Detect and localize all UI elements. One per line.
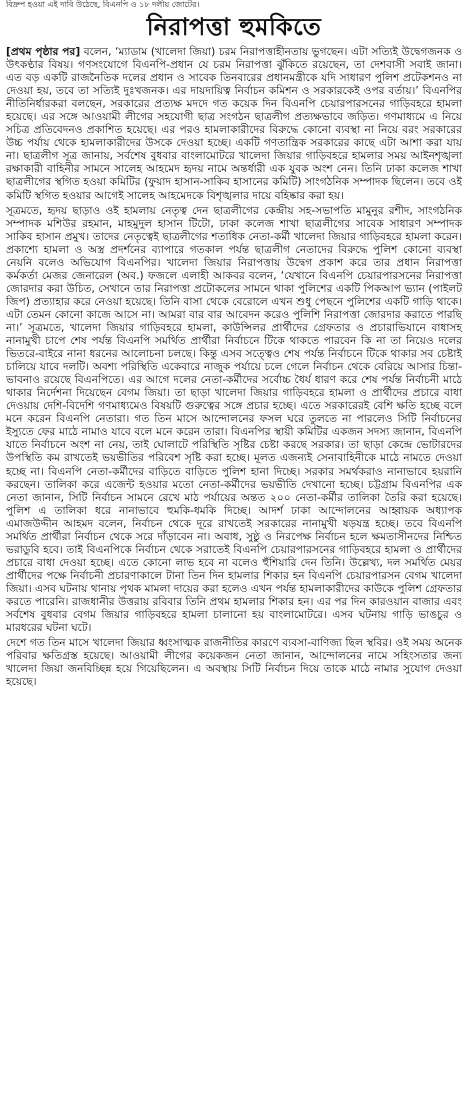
article-paragraph-3 <box>6 637 462 689</box>
article-paragraph-2 <box>6 205 462 636</box>
article-headline: নিরাপত্তা হুমকিতে <box>146 13 322 41</box>
article-paragraph-1 <box>6 46 462 203</box>
paragraph-text: সূত্রমতে, হৃদয় ছাড়াও ওই হামলায় নেতৃত্ব দেন ছাত্রলীগের কেন্দ্রীয় সহ-সভাপতি মামুনুর রশীদ, সাংগঠনিক সম্পাদক মশিউর রহমান, মাহমুদুল হাসান টিটো, ঢাকা কলেজ শাখা ছাত্রলীগের সাবেক সাধারণ সম্পাদক সাকিব হাসান প্রমুখ। তাদের নেতৃত্বেই ছাত্রলীগের শতাধিক নেতা-কর্মী খালেদা জিয়ার গাড়িবহরে হামলা করেন। প্রকাশ্যে হামলা ও অস্ত্র প্রদর্শনের ব্যাপারে গতকাল পর্যন্ত ছাত্রলীগ নেতাদের বিরুদ্ধে পুলিশ কোনো ব্যবস্থা নেয়নি বলেও অভিযোগ বিএনপির। খালেদা জিয়ার নিরাপত্তায় উদ্বেগ প্রকাশ করে তার প্রধান নিরাপত্তা কর্মকর্তা মেজর জেনারেল (অব.) ফজলে এলাহী আকবর বলেন, ‘যেখানে বিএনপি চেয়ারপারসনের নিরাপত্তা জোরদার করা উচিত, সেখানে তার নিরাপত্তা প্রটোকলের সামনে থাকা পুলিশের একটি পিকআপ ভ্যান (পাইলট জিপ) প্রত্যাহার করে নেওয়া হয়েছে। তিনি বাসা থেকে বেরোলে এখন শুধু পেছনে পুলিশের একটি গাড়ি থাকে। এটা তেমন কোনো কাজে আসে না। আমরা বার বার আবেদন করেও পুলিশি নিরাপত্তা জোরদার করাতে পারছি না।’ সূত্রমতে, খালেদা জিয়ার গাড়িবহরে হামলা, কাউন্সিলর প্রার্থীদের গ্রেফতার ও প্রচারাভিযানে বাধাসহ নানামুখী চাপে শেষ পর্যন্ত বিএনপি সমর্থিত প্রার্থীরা নির্বাচনে টিকে থাকতে পারবেন কি না তা নিয়েও দলের ভিতরে-বাইরে নানা ধরনের আলোচনা চলছে। কিন্তু এসব সত্ত্বেও শেষ পর্যন্ত নির্বাচনে টিকে থাকার সব চেষ্টাই চালিয়ে যাবে দলটি। অবশ্য পরিস্থিতি একেবারে নাজুক পর্যায়ে চলে গেলে নির্বাচন থেকে বেরিয়ে আসার চিন্তা-ভাবনাও রয়েছে বিএনপিতে। এর আগে দলের নেতা-কর্মীদের সর্বোচ্চ ধৈর্য ধারণ করে শেষ পর্যন্ত নির্বাচনী মাঠে থাকার নির্দেশনা দিয়েছেন বেগম জিয়া। তা ছাড়া খালেদা জিয়ার গাড়িবহরে হামলা ও প্রার্থীদের প্রচারে বাধা দেওয়ায় দেশি-বিদেশি গণমাধ্যমেও বিষয়টি গুরুত্বের সঙ্গে প্রচার হচ্ছে। এতে সরকারেরই বেশি ক্ষতি হচ্ছে বলে মনে করেন বিএনপি নেতারা। গত তিন মাসে আন্দোলনের ফসল ঘরে তুলতে না পারলেও সিটি নির্বাচনের ইস্যুতে ফের মাঠে নামাও যাবে বলে মনে করেন তারা। বিএনপির স্থায়ী কমিটির একজন সদস্য জানান, বিএনপি যাতে নির্বাচনে অংশ না নেয়, তাই ঘোলাটে পরিস্থিতি সৃষ্টির চেষ্টা করছে সরকার। তা ছাড়া কেন্দ্রে ভোটারদের উপস্থিতি কম রাখতেই ভয়ভীতির পরিবেশ সৃষ্টি করা হচ্ছে। মূলত এজন্যই সেনাবাহিনীকে মাঠে নামতে দেওয়া হচ্ছে না। বিএনপি নেতা-কর্মীদের বাড়িতে বাড়িতে পুলিশ হানা দিচ্ছে। সরকার সমর্থকরাও নানাভাবে হয়রানি করছেন। তালিকা করে এজেন্ট হওয়ার মতো নেতা-কর্মীদের ভয়ভীতি দেখানো হচ্ছে। চট্টগ্রাম বিএনপির এক নেতা জানান, সিটি নির্বাচন সামনে রেখে মাঠ পর্যায়ের অন্তত ২০০ নেতা-কর্মীর তালিকা তৈরি করা হয়েছে। পুলিশ এ তালিকা ধরে নানাভাবে হুমকি-ধমকি দিচ্ছে। আদর্শ ঢাকা আন্দোলনের আহ্বায়ক অধ্যাপক এমাজউদ্দীন আহমদ বলেন, নির্বাচন থেকে দূরে রাখতেই সরকারের নানামুখী ষড়যন্ত্র হচ্ছে। তবে বিএনপি সমর্থিত প্রার্থীরা নির্বাচন থেকে সরে দাঁড়াবেন না। অবাধ, সুষ্ঠু ও নিরপেক্ষ নির্বাচন হলে ক্ষমতাসীনদের নিশ্চিত ভরাডুবি হবে। তাই বিএনপিকে নির্বাচন থেকে সরাতেই বিএনপি চেয়ারপারসনের গাড়িবহরে হামলা ও প্রার্থীদের প্রচারে বাধা দেওয়া হচ্ছে। এতে কোনো লাভ হবে না বলেও হুঁশিয়ারি দেন তিনি। উল্লেখ্য, দল সমর্থিত মেয়র প্রার্থীদের পক্ষে নির্বাচনী প্রচারণাকালে টানা তিন দিন হামলার শিকার হন বিএনপি চেয়ারপারসন বেগম খালেদা জিয়া। এসব ঘটনায় থানায় পৃথক মামলা দায়ের করা হলেও এখন পর্যন্ত হামলাকারীদের কাউকে পুলিশ গ্রেফতার করতে পারেনি। রাজধানীর উত্তরায় রবিবার তিনি প্রথম হামলার শিকার হন। এর পর দিন কারওয়ান বাজার এবং সর্বশেষ বুধবার বেগম জিয়ার গাড়িবহরে হামলা চালানো হয় বাংলামোটরে। এসব ঘটনায় গাড়ি ভাঙচুর ও মারধরের ঘটনা ঘটে। <box>6 204 462 635</box>
continuation-marker: [প্রথম পৃষ্ঠার পর] <box>6 46 81 58</box>
cut-off-top-line: বিদ্রুপ হওয়া এই দাবি উঠেছে, বিএনপি ও ১৮ দলীয় জোটের। <box>6 0 200 9</box>
paragraph-text: দেশে গত তিন মাসে খালেদা জিয়ার ধ্বংসাত্মক রাজনীতির কারণে ব্যবসা-বাণিজ্য ছিল স্থবির। ওই সময় অনেক পরিবার ক্ষতিগ্রস্ত হয়েছে। আওয়ামী লীগের কয়েকজন নেতা জানান, আন্দোলনের নামে সহিংসতার জন্য খালেদা জিয়া জনবিচ্ছিন্ন হয়ে গিয়েছিলেন। এ অবস্থায় সিটি নির্বাচন দিয়ে তাকে মাঠে নামার সুযোগ দেওয়া হয়েছে। <box>6 637 462 689</box>
paragraph-text: বলেন, ‘ম্যাডাম (খালেদা জিয়া) চরম নিরাপত্তাহীনতায় ভুগছেন। এটা সত্যিই উদ্বেগজনক ও উৎকণ্ঠার বিষয়। গণসংযোগে বিএনপি-প্রধান যে চরম নিরাপত্তা ঝুঁকিতে রয়েছেন, তা দেশবাসী সবাই জানা। এত বড় একটি রাজনৈতিক দলের প্রধান ও সাবেক তিনবারের প্রধানমন্ত্রীকে যদি সাধারণ পুলিশ প্রটেকশনও না দেওয়া হয়, তবে তা সত্যিই দুঃখজনক। এর দায়দায়িত্ব নির্বাচন কমিশন ও সরকারকেই ওপর বর্তায়।’ বিএনপির নীতিনির্ধারকরা বলছেন, সরকারের প্রত্যক্ষ মদদে গত কয়েক দিন বিএনপি চেয়ারপারসনের গাড়িবহরে হামলা হয়েছে। এর সঙ্গে আওয়ামী লীগের সহযোগী ছাত্র সংগঠন ছাত্রলীগ প্রত্যক্ষভাবে জড়িত। গণমাধ্যমে এ নিয়ে সচিত্র প্রতিবেদনও প্রকাশিত হয়েছে। এর পরও হামলাকারীদের বিরুদ্ধে কোনো ব্যবস্থা না নিয়ে বরং সরকারের উচ্চ পর্যায় থেকে হামলাকারীদের উসকে দেওয়া হচ্ছে। একটি গণতান্ত্রিক সরকারের কাছে এটা আশা করা যায় না। ছাত্রলীগ সূত্র জানায়, সর্বশেষ বুধবার বাংলামোটরে খালেদা জিয়ার গাড়িবহরে হামলার সময় আইনশৃঙ্খলা রক্ষাকারী বাহিনীর সামনে সালেহ আহমেদ হৃদয় নামে অন্তর্ধারী এক যুবক অংশ নেন। তিনি ঢাকা কলেজ শাখা ছাত্রলীগের স্থগিত হওয়া কমিটির (ফুয়াদ হাসান-সাকিব হাসানের কমিটি) সাংগঠনিক সম্পাদক ছিলেন। তবে ওই কমিটি স্থগিত হওয়ার আগেই সালেহ আহমেদকে বিশৃঙ্খলার দায়ে বহিষ্কার করা হয়। <box>6 46 462 202</box>
